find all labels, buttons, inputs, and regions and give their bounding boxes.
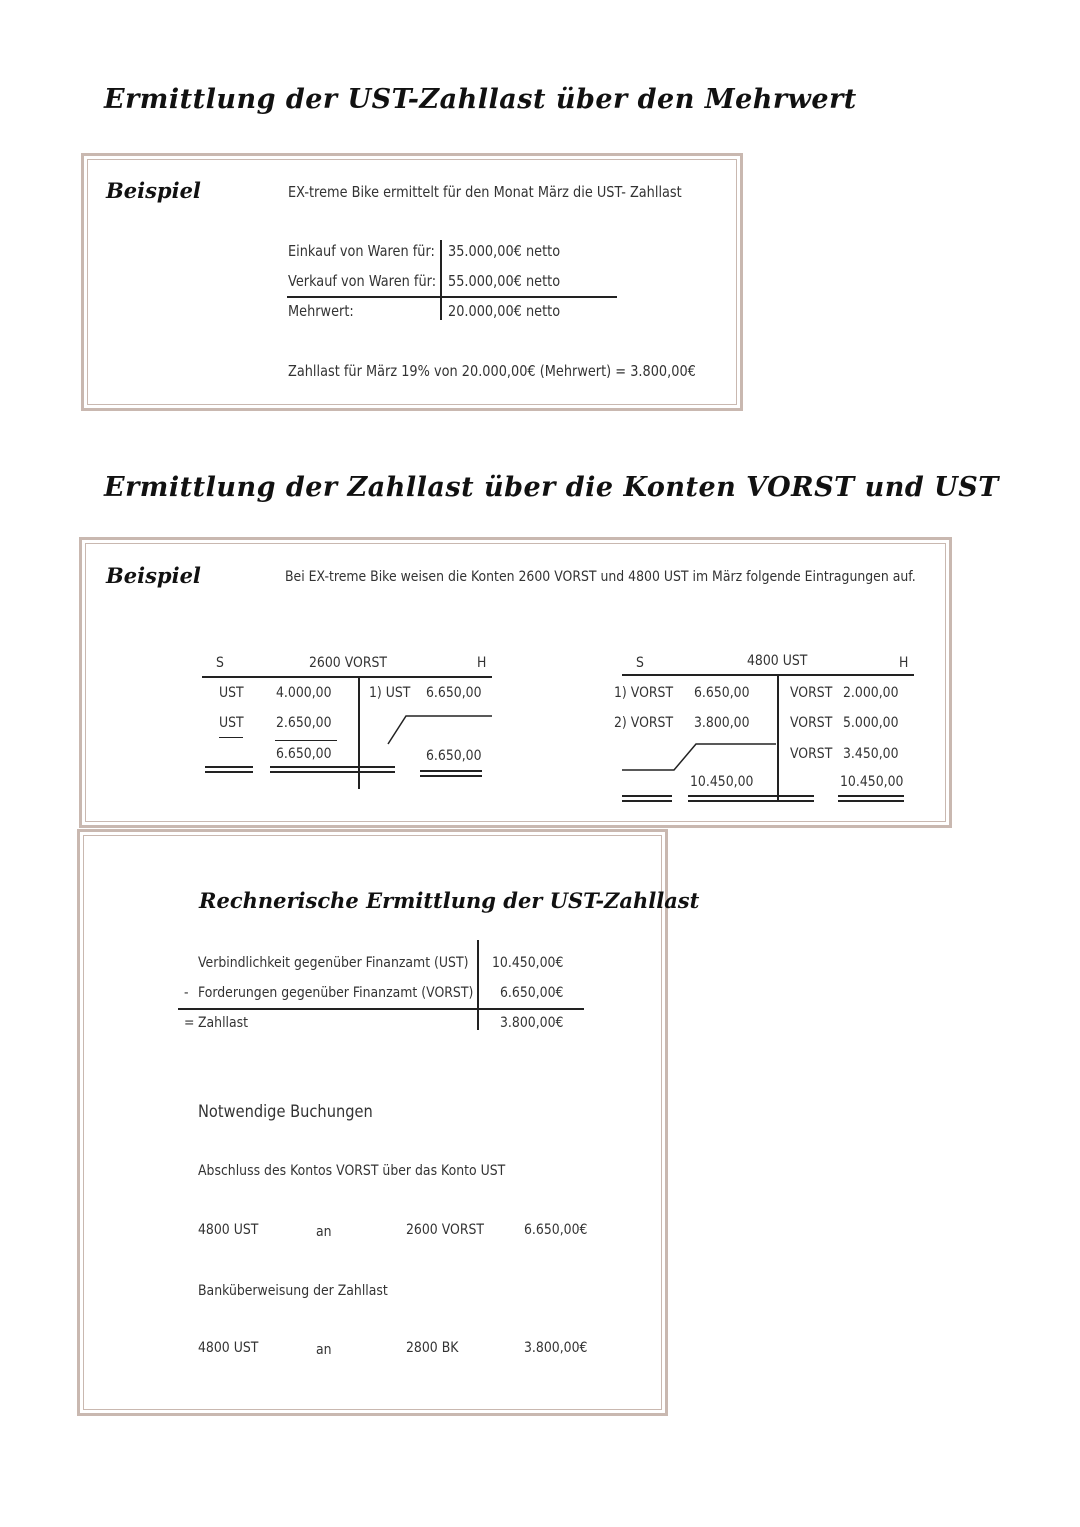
vorst-account-name: 2600 VORST [309, 655, 388, 671]
row-sales-label: Verkauf von Waren für: [288, 272, 437, 290]
vorst-double-line [270, 766, 395, 768]
section2-beispiel-label: Beispiel [106, 563, 201, 588]
ust-double-line [688, 795, 814, 797]
booking1-debit: 4800 UST [198, 1222, 259, 1238]
ust-double-line [838, 795, 904, 797]
calc-row-label: Zahllast [198, 1015, 249, 1031]
vorst-debit-label: UST [219, 685, 244, 701]
booking2-description: Banküberweisung der Zahllast [198, 1283, 388, 1299]
ust-debit-label: 2) VORST [614, 715, 674, 731]
calc-divider-vertical [440, 240, 442, 320]
vorst-credit-label: 1) UST [369, 685, 411, 701]
section2-title: Ermittlung der Zahllast über die Konten VORST und UST [104, 472, 999, 503]
vorst-subtotal-line [275, 740, 337, 741]
calc-divider-horizontal [287, 296, 617, 298]
booking2-credit: 2800 BK [406, 1340, 459, 1356]
row-purchase-value: 35.000,00€ netto [448, 242, 561, 260]
booking2-amount: 3.800,00€ [524, 1340, 588, 1356]
calc-row-op: - [184, 985, 189, 1001]
section1-title: Ermittlung der UST-Zahllast über den Mehrwert [104, 84, 857, 115]
calc3-divider-vertical [477, 940, 479, 1030]
vorst-double-line [270, 771, 395, 773]
ust-credit-amount: 5.000,00 [843, 715, 899, 731]
vorst-closing-stroke [358, 712, 494, 746]
ust-double-line [838, 800, 904, 802]
ust-closing-stroke [620, 740, 780, 774]
ust-credit-amount: 2.000,00 [843, 685, 899, 701]
ust-double-line [622, 795, 672, 797]
calc-row-op: = [184, 1015, 195, 1031]
row-mehrwert-label: Mehrwert: [288, 302, 354, 320]
ust-debit-amount: 3.800,00 [694, 715, 750, 731]
calc-row-label: Verbindlichkeit gegenüber Finanzamt (UST) [198, 955, 469, 971]
bookings-title: Notwendige Buchungen [198, 1102, 373, 1122]
ust-credit-label: VORST [790, 746, 833, 762]
ust-credit-amount: 3.450,00 [843, 746, 899, 762]
ust-credit-label: VORST [790, 715, 833, 731]
booking2-an: an [316, 1342, 332, 1358]
section1-beispiel-label: Beispiel [106, 178, 201, 203]
ust-debit-amount: 6.650,00 [694, 685, 750, 701]
section1-result: Zahllast für März 19% von 20.000,00€ (Mehrwert) = 3.800,00€ [288, 362, 696, 380]
ust-center-line [777, 675, 779, 801]
booking1-credit: 2600 VORST [406, 1222, 485, 1238]
calc-row-value: 3.800,00€ [500, 1015, 564, 1031]
vorst-double-line [420, 770, 482, 772]
calc-row-value: 10.450,00€ [492, 955, 564, 971]
booking2-debit: 4800 UST [198, 1340, 259, 1356]
ust-double-line [688, 800, 814, 802]
ust-credit-label: VORST [790, 685, 833, 701]
booking1-amount: 6.650,00€ [524, 1222, 588, 1238]
vorst-soll: S [216, 655, 224, 671]
booking1-description: Abschluss des Kontos VORST über das Konto UST [198, 1163, 506, 1179]
ust-credit-total: 10.450,00 [840, 774, 904, 790]
ust-double-line [622, 800, 672, 802]
ust-soll: S [636, 655, 644, 671]
vorst-double-line [205, 771, 253, 773]
vorst-double-line [420, 775, 482, 777]
vorst-top-line [202, 676, 492, 678]
calc-row-label: Forderungen gegenüber Finanzamt (VORST) [198, 985, 474, 1001]
ust-debit-label: 1) VORST [614, 685, 674, 701]
booking1-an: an [316, 1224, 332, 1240]
vorst-haben: H [477, 655, 487, 671]
vorst-debit-amount: 4.000,00 [276, 685, 332, 701]
section1-intro: EX-treme Bike ermittelt für den Monat März die UST- Zahllast [288, 183, 682, 201]
vorst-debit-label: UST [219, 715, 244, 731]
vorst-credit-total: 6.650,00 [426, 748, 482, 764]
ust-top-line [622, 674, 914, 676]
calc3-divider-horizontal [178, 1008, 584, 1010]
ust-haben: H [899, 655, 909, 671]
ust-debit-total: 10.450,00 [690, 774, 754, 790]
ust-account-name: 4800 UST [747, 653, 808, 669]
calc-row-value: 6.650,00€ [500, 985, 564, 1001]
vorst-debit-amount: 2.650,00 [276, 715, 332, 731]
vorst-double-line [205, 766, 253, 768]
vorst-label-underline [219, 737, 243, 738]
row-sales-value: 55.000,00€ netto [448, 272, 561, 290]
row-purchase-label: Einkauf von Waren für: [288, 242, 435, 260]
vorst-credit-amount: 6.650,00 [426, 685, 482, 701]
section3-box [77, 829, 668, 1416]
row-mehrwert-value: 20.000,00€ netto [448, 302, 561, 320]
section2-intro: Bei EX-treme Bike weisen die Konten 2600 VORST und 4800 UST im März folgende Eintragungen auf. [285, 569, 916, 585]
vorst-debit-total: 6.650,00 [276, 746, 332, 762]
section3-title: Rechnerische Ermittlung der UST-Zahllast [199, 888, 700, 913]
